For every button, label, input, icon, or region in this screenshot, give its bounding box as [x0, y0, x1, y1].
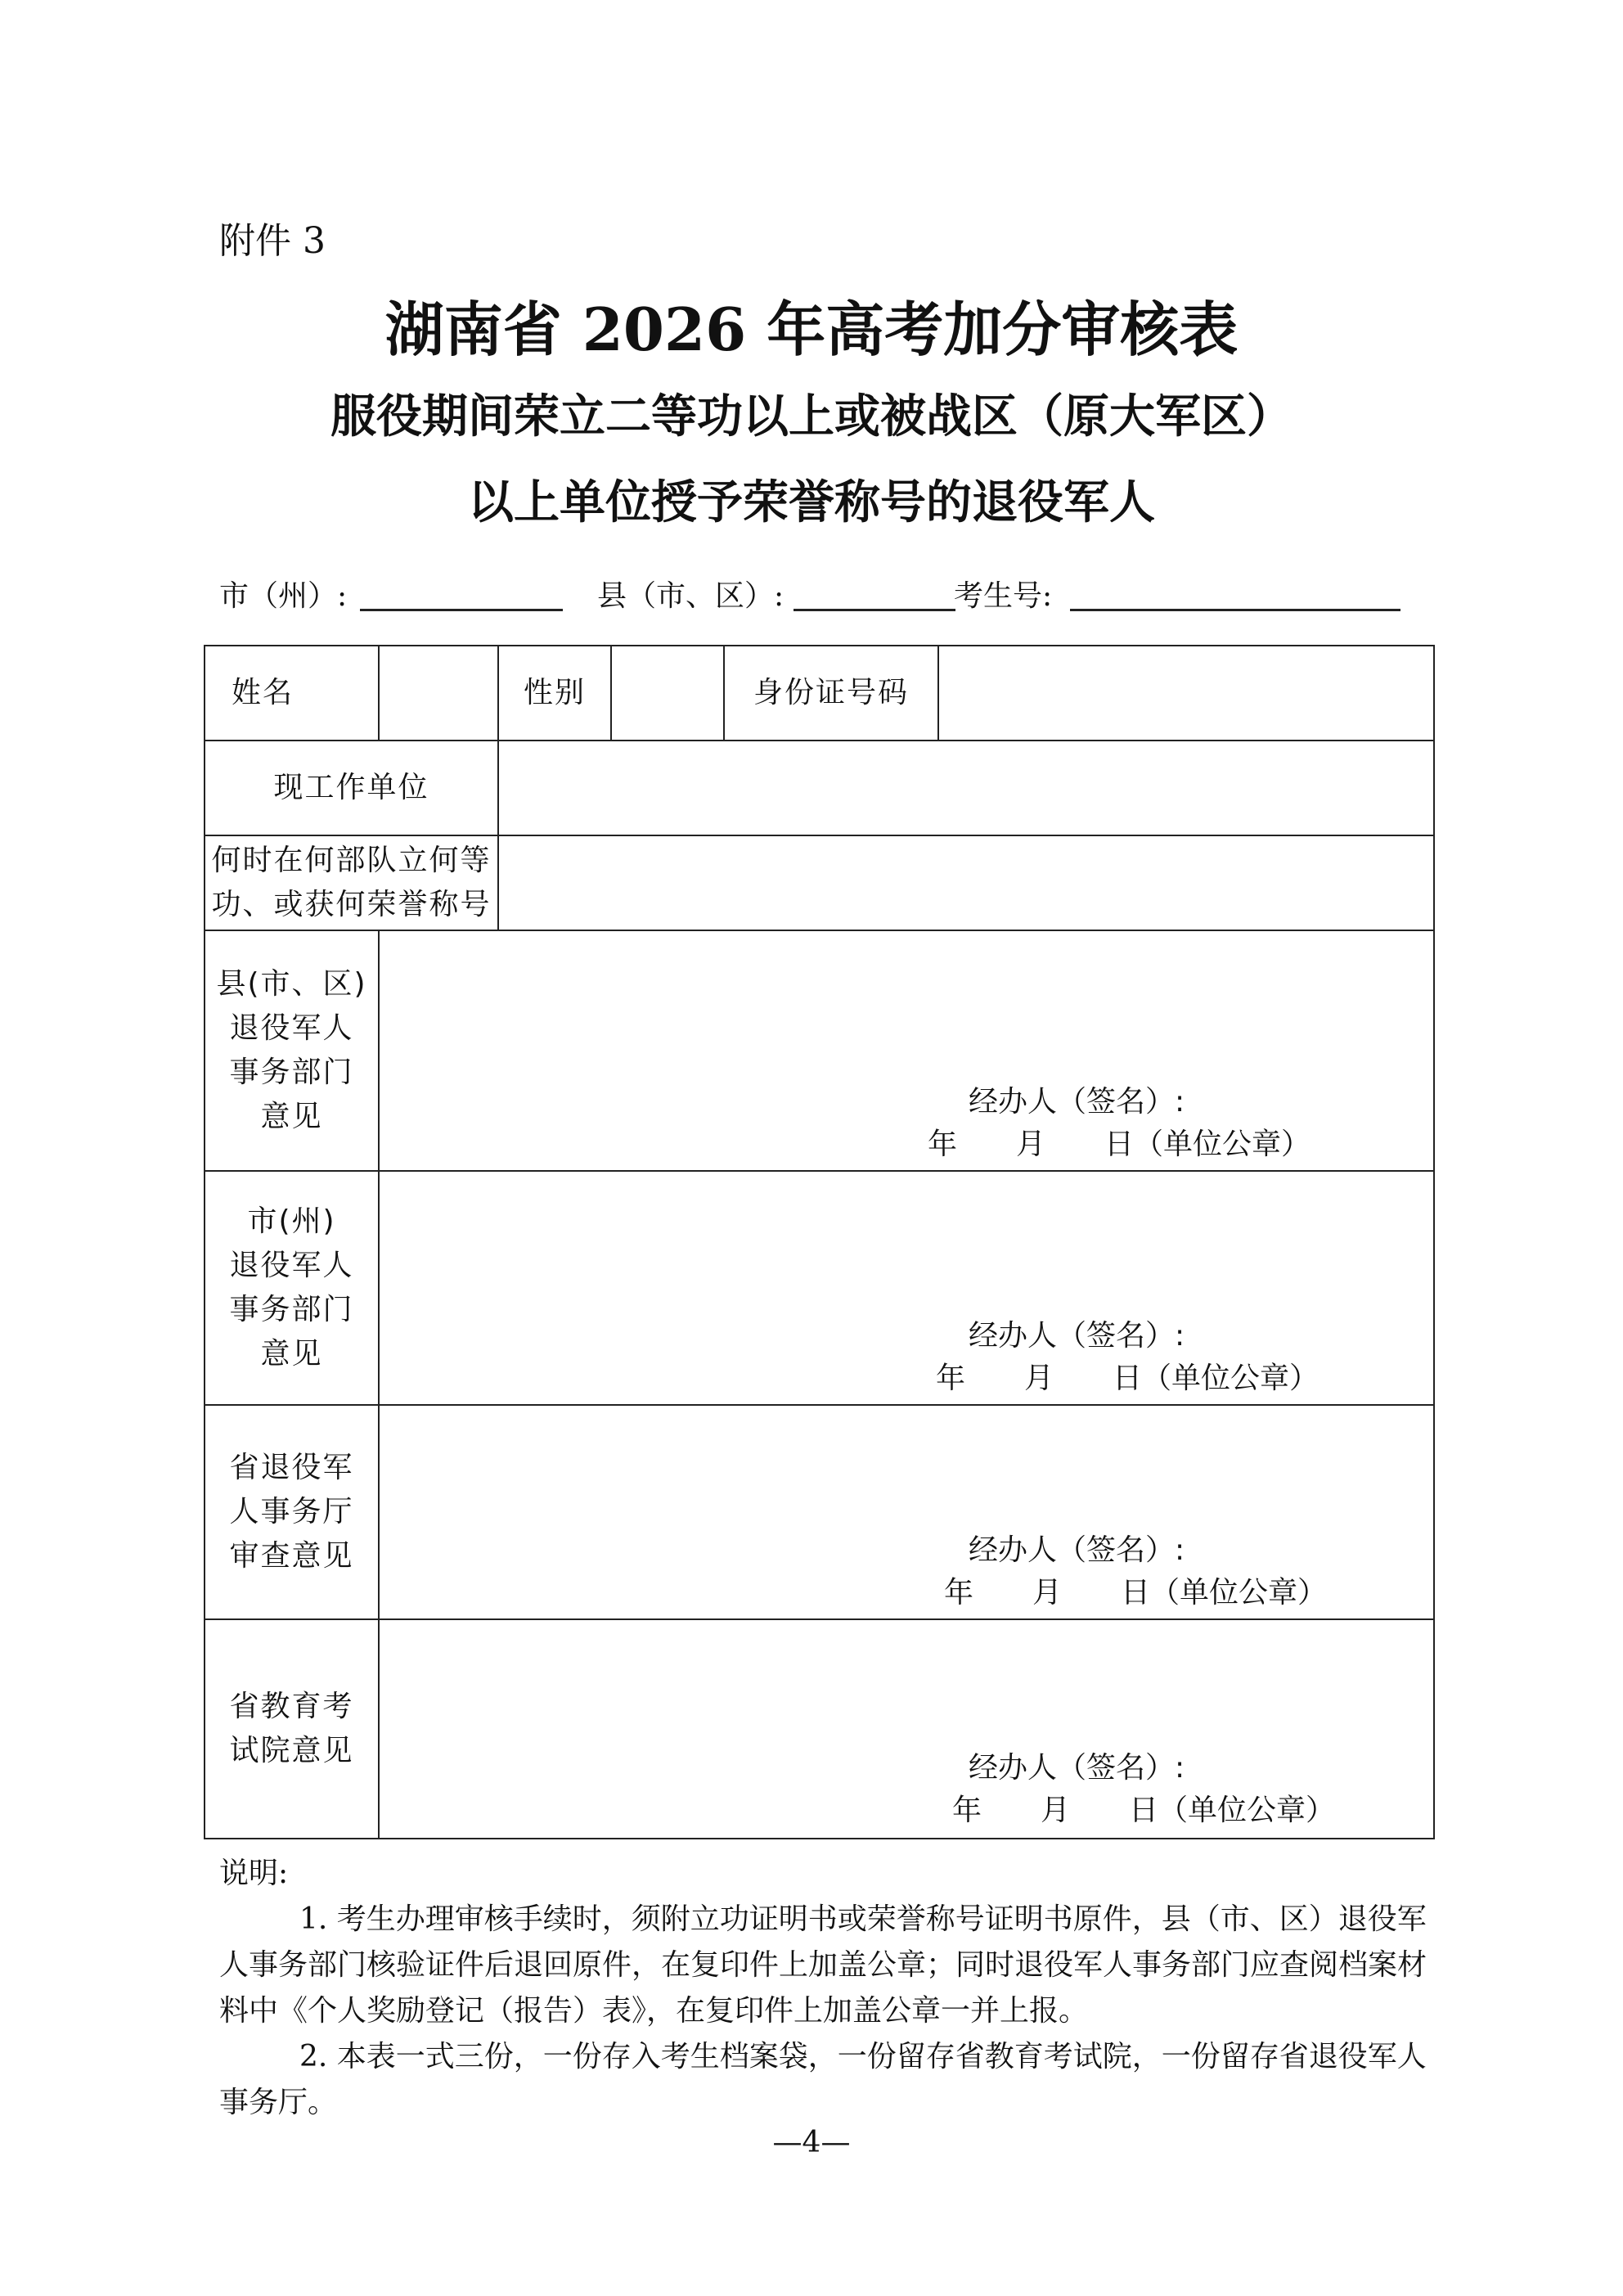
date-seal-label: 年 月 日（单位公章） — [928, 1128, 1311, 1161]
name-field[interactable] — [379, 646, 498, 741]
opinion-label-line: 退役军人 — [229, 1011, 354, 1045]
work-unit-label: 现工作单位 — [205, 741, 498, 835]
page-subtitle-line2: 以上单位授予荣誉称号的退役军人 — [468, 475, 1155, 529]
opinion-label-line: 人事务厅 — [229, 1495, 354, 1528]
opinion-label-line: 事务部门 — [229, 1293, 354, 1326]
work-unit-field[interactable] — [498, 741, 1434, 835]
gender-label: 性别 — [498, 646, 611, 741]
opinion-label-line: 审查意见 — [229, 1539, 354, 1573]
city-opinion-field[interactable] — [379, 1171, 1434, 1405]
page-subtitle-line1: 服役期间荣立二等功以上或被战区（原大军区） — [330, 389, 1293, 443]
merit-label-line1: 何时在何部队立何等 — [211, 844, 492, 877]
opinion-label-line: 县(市、区) — [216, 967, 367, 1001]
exam-institute-opinion-label — [205, 1619, 379, 1839]
note-item-1: 1. 考生办理审核手续时，须附立功证明书或荣誉称号证明书原件，县（市、区）退役军人事务部门核验证件后退回原件，在复印件上加盖公章；同时退役军人事务部门应查阅档案材料中《个人奖励登记（报告）表》，在复印件上加盖公章一并上报。 — [219, 1902, 1427, 2028]
merit-label-line2: 功、或获何荣誉称号 — [211, 888, 492, 921]
page-number: —4— — [772, 2126, 851, 2159]
notes-section — [219, 1851, 1430, 2126]
opinion-label-line: 退役军人 — [229, 1249, 354, 1282]
merit-label — [205, 835, 498, 930]
notes-heading: 说明: — [219, 1857, 289, 1890]
city-field[interactable] — [360, 609, 563, 611]
province-veterans-opinion-field[interactable] — [379, 1405, 1434, 1619]
date-seal-label: 年 月 日（单位公章） — [944, 1576, 1328, 1609]
handler-signature-label: 经办人（签名）: — [969, 1319, 1185, 1353]
county-opinion-label — [205, 930, 379, 1171]
exam-no-field[interactable] — [1070, 609, 1400, 611]
header-fields — [219, 573, 1446, 614]
gender-field[interactable] — [611, 646, 724, 741]
id-number-field[interactable] — [938, 646, 1434, 741]
county-field[interactable] — [794, 609, 955, 611]
county-label: 县（市、区）: — [597, 579, 785, 613]
exam-no-label: 考生号: — [954, 579, 1053, 613]
note-item-2: 2. 本表一式三份，一份存入考生档案袋，一份留存省教育考试院，一份留存省退役军人事务厅。 — [219, 2040, 1427, 2119]
handler-signature-label: 经办人（签名）: — [969, 1533, 1185, 1567]
date-seal-label: 年 月 日（单位公章） — [936, 1362, 1320, 1395]
city-label: 市（州）: — [219, 579, 348, 613]
province-veterans-opinion-label — [205, 1405, 379, 1619]
name-label: 姓名 — [205, 646, 379, 741]
opinion-label-line: 意见 — [260, 1100, 323, 1133]
city-opinion-label — [205, 1171, 379, 1405]
id-number-label: 身份证号码 — [724, 646, 938, 741]
opinion-label-line: 市(州) — [247, 1204, 336, 1238]
opinion-label-line: 事务部门 — [229, 1056, 354, 1089]
opinion-label-line: 意见 — [260, 1337, 323, 1371]
opinion-label-line: 省退役军 — [229, 1451, 354, 1484]
handler-signature-label: 经办人（签名）: — [969, 1085, 1185, 1119]
date-seal-label: 年 月 日（单位公章） — [952, 1794, 1336, 1827]
review-table — [204, 645, 1435, 1839]
attachment-label: 附件 3 — [219, 220, 326, 262]
opinion-label-line: 试院意见 — [229, 1734, 354, 1767]
page-title: 湖南省 2026 年高考加分审核表 — [384, 295, 1239, 364]
opinion-label-line: 省教育考 — [229, 1690, 354, 1723]
county-opinion-field[interactable] — [379, 930, 1434, 1171]
exam-institute-opinion-field[interactable] — [379, 1619, 1434, 1839]
handler-signature-label: 经办人（签名）: — [969, 1751, 1185, 1785]
merit-field[interactable] — [498, 835, 1434, 930]
